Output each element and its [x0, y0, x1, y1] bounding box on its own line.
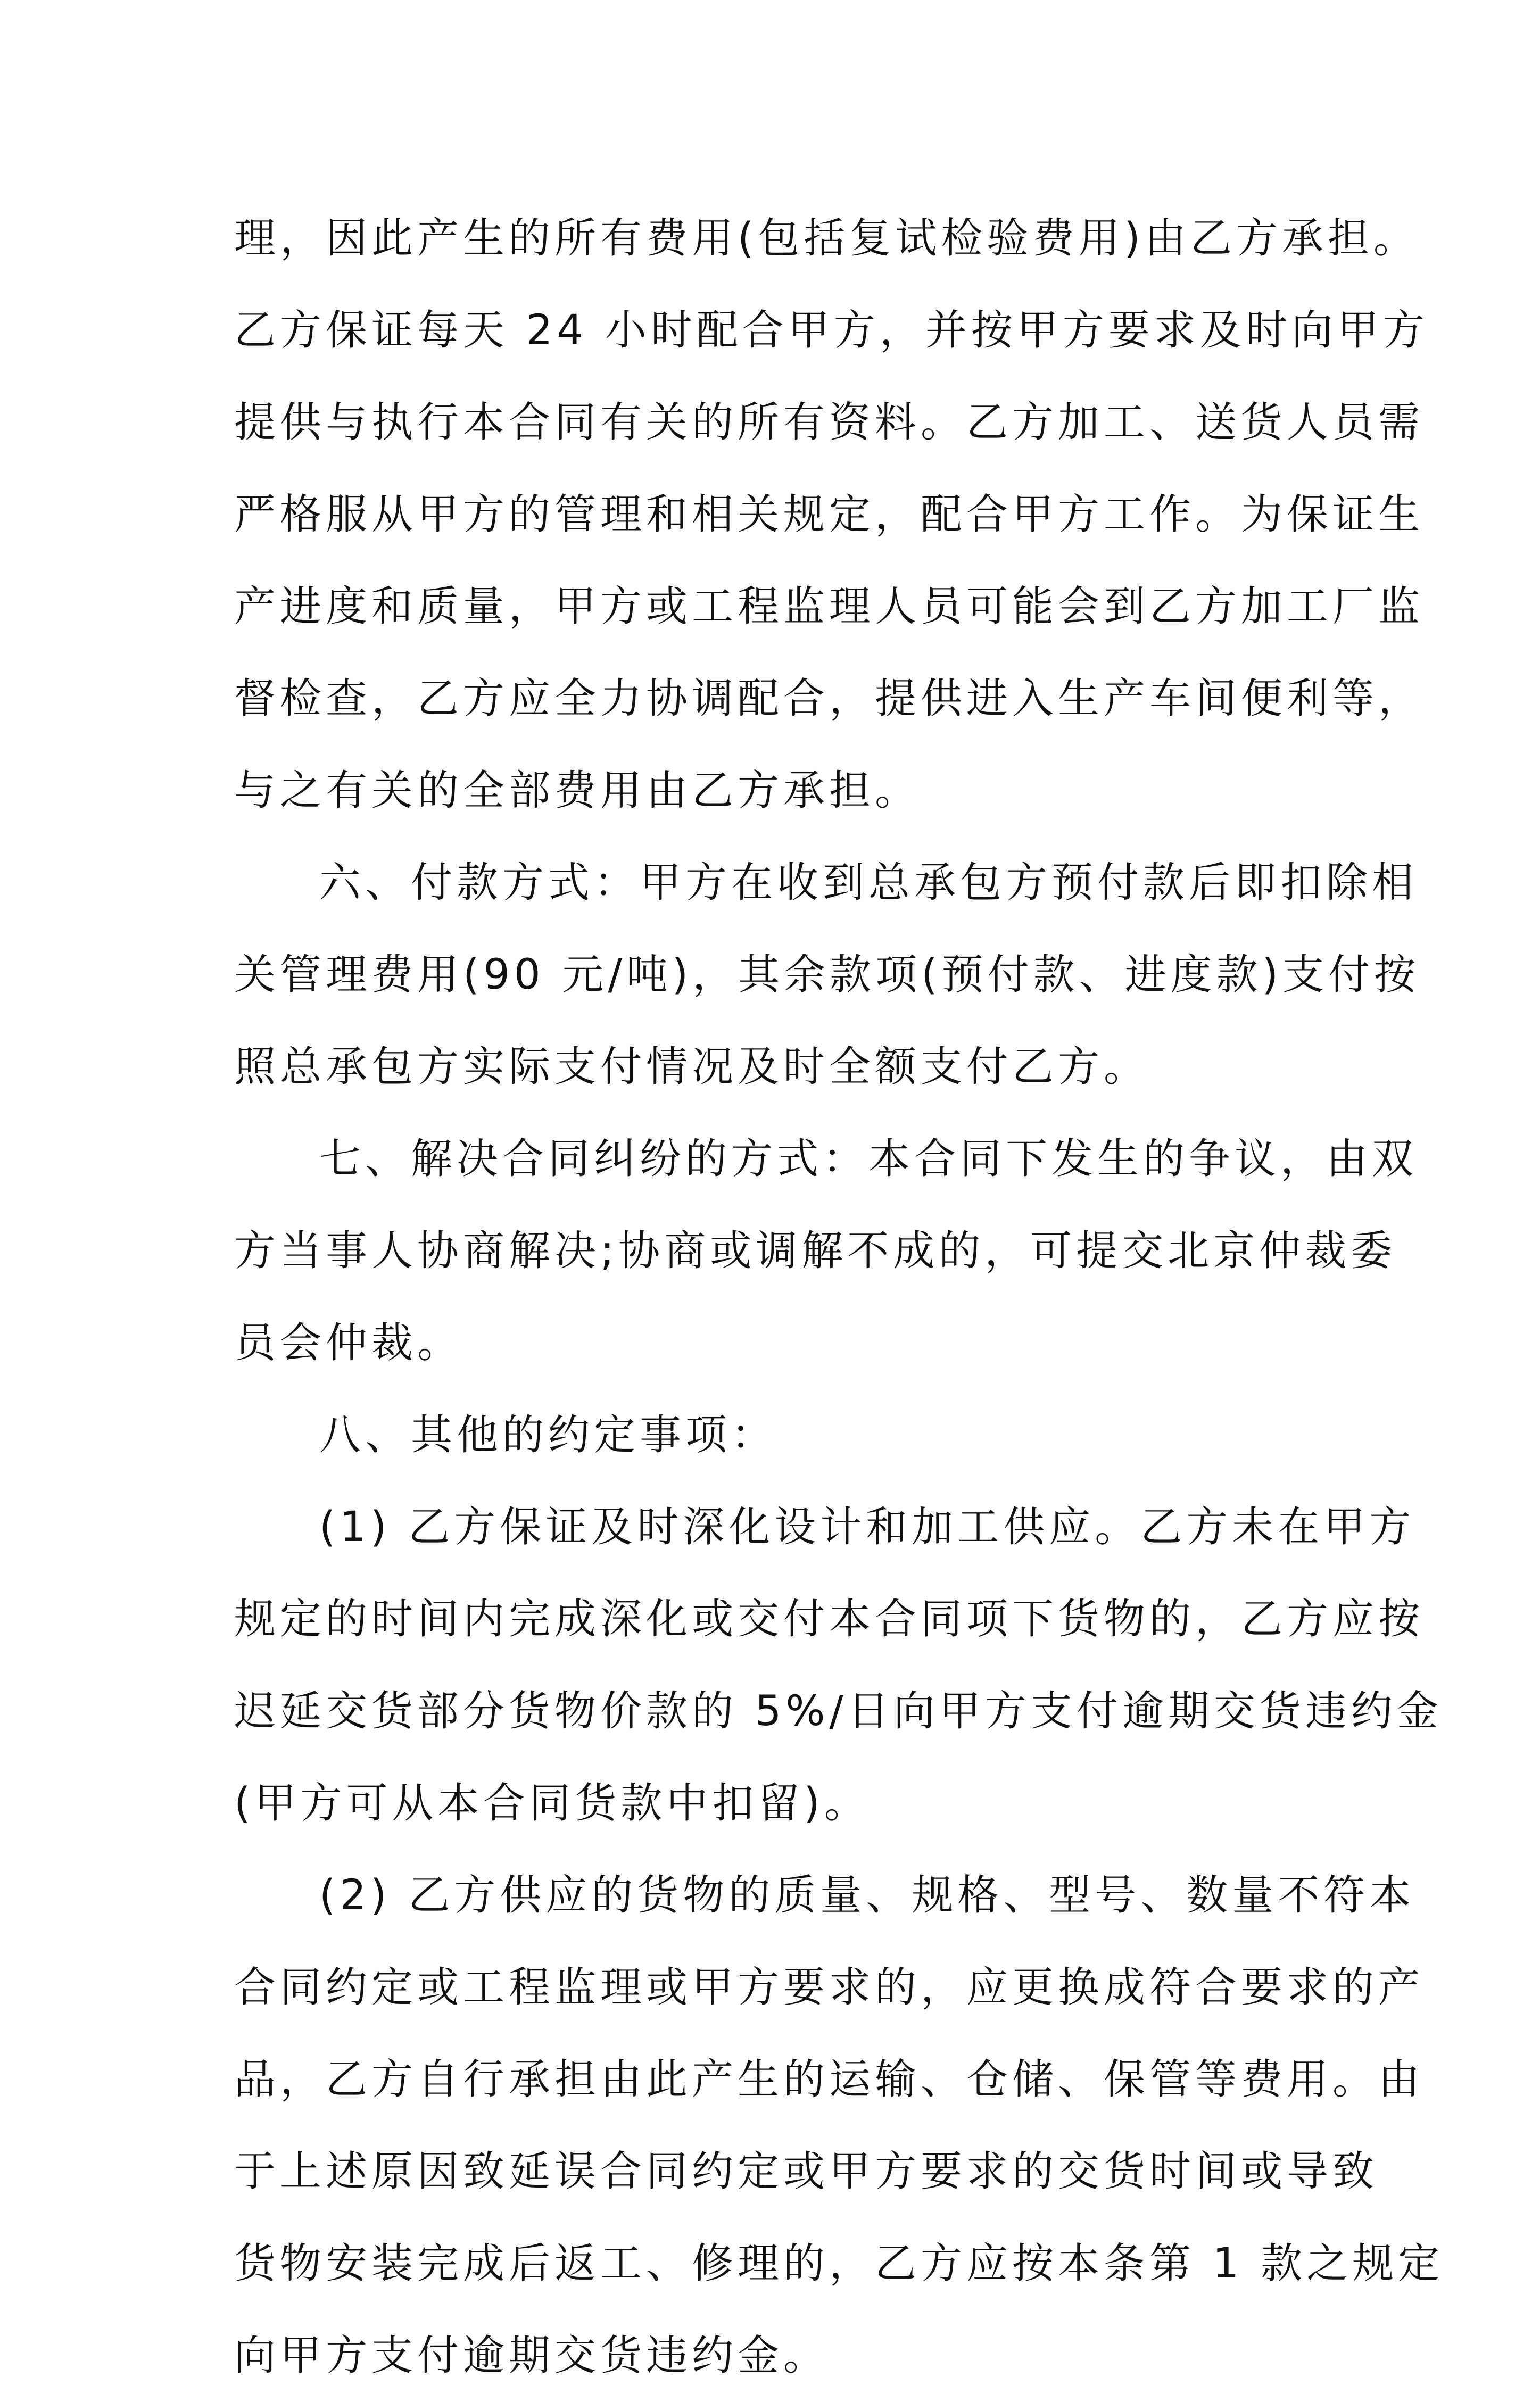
text-line: 货物安装完成后返工、修理的，乙方应按本条第 1 款之规定	[234, 2240, 1444, 2288]
text-line: 理，因此产生的所有费用(包括复试检验费用)由乙方承担。	[234, 214, 1419, 262]
text-line: 合同约定或工程监理或甲方要求的，应更换成符合要求的产	[234, 1964, 1425, 2011]
section-heading-dispute: 七、解决合同纠纷的方式：本合同下发生的争议，由双	[319, 1135, 1418, 1183]
text-line: 向甲方支付逾期交货违约金。	[234, 2332, 830, 2380]
text-line: 于上述原因致延误合同约定或甲方要求的交货时间或导致	[234, 2148, 1379, 2196]
text-line: 督检查，乙方应全力协调配合，提供进入生产车间便利等，	[234, 675, 1425, 723]
section-heading-payment: 六、付款方式：甲方在收到总承包方预付款后即扣除相	[319, 859, 1418, 907]
text-line: 品，乙方自行承担由此产生的运输、仓储、保管等费用。由	[234, 2056, 1425, 2103]
text-line: 照总承包方实际支付情况及时全额支付乙方。	[234, 1043, 1150, 1091]
text-line: (甲方可从本合同货款中扣留)。	[234, 1779, 870, 1827]
section-heading-other: 八、其他的约定事项：	[319, 1411, 777, 1459]
text-line: 规定的时间内完成深化或交付本合同项下货物的，乙方应按	[234, 1595, 1425, 1643]
document-body	[234, 193, 1444, 2402]
text-line: 与之有关的全部费用由乙方承担。	[234, 767, 921, 815]
text-line: 方当事人协商解决;协商或调解不成的，可提交北京仲裁委	[234, 1227, 1397, 1275]
text-line: 提供与执行本合同有关的所有资料。乙方加工、送货人员需	[234, 399, 1425, 446]
clause-2: (2) 乙方供应的货物的质量、规格、型号、数量不符本	[319, 1871, 1415, 1919]
text-line: 乙方保证每天 24 小时配合甲方，并按甲方要求及时向甲方	[234, 307, 1429, 354]
text-line: 迟延交货部分货物价款的 5%/日向甲方支付逾期交货违约金	[234, 1687, 1443, 1735]
text-line: 严格服从甲方的管理和相关规定，配合甲方工作。为保证生	[234, 491, 1425, 539]
clause-1: (1) 乙方保证及时深化设计和加工供应。乙方未在甲方	[319, 1503, 1415, 1551]
text-line: 产进度和质量，甲方或工程监理人员可能会到乙方加工厂监	[234, 583, 1425, 631]
text-line: 员会仲裁。	[234, 1319, 463, 1367]
text-line: 关管理费用(90 元/吨)，其余款项(预付款、进度款)支付按	[234, 951, 1420, 999]
